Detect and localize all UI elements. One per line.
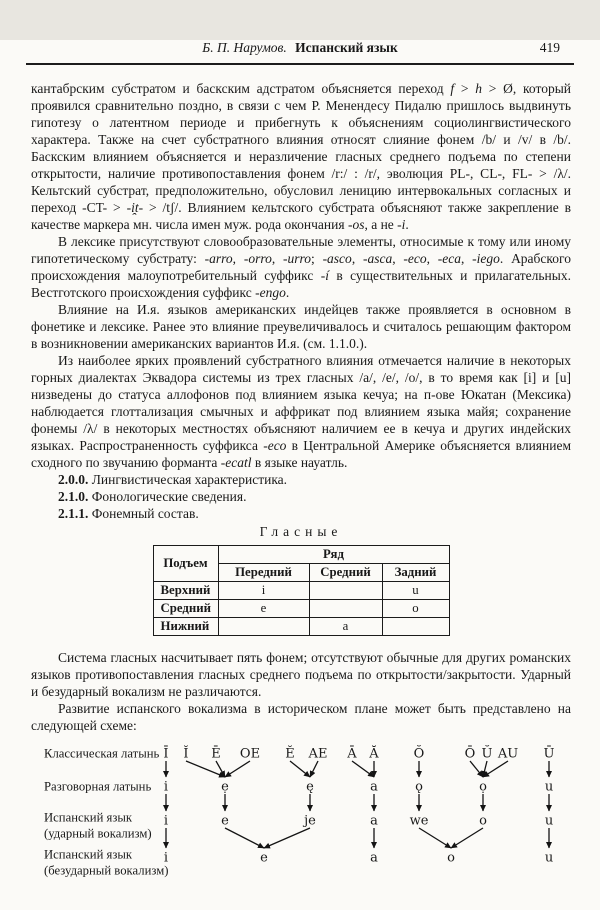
page-number: 419 (539, 40, 560, 55)
header-rule (26, 63, 574, 65)
table-cell: i (218, 582, 309, 600)
diagram-row-label: (безударный вокализм) (44, 863, 169, 878)
diagram-node-o: o (447, 850, 455, 866)
text-run: -urro (283, 251, 312, 266)
text-run: . (405, 217, 409, 232)
text-run: , (426, 251, 438, 266)
diagram-node-OE: OE (239, 746, 261, 762)
diagram-arrow (470, 761, 483, 777)
row-label: Нижний (153, 618, 218, 636)
running-head-title: Испанский язык (295, 40, 398, 55)
col-header-height: Подъем (153, 546, 218, 582)
diagram-arrow (186, 761, 225, 777)
diagram-node-AE: AE (308, 746, 328, 762)
table-cell (382, 618, 449, 636)
diagram-node-u: u (544, 850, 554, 866)
text-run: -í (320, 268, 329, 283)
diagram-node-e: e (260, 850, 268, 866)
table-cell: u (382, 582, 449, 600)
paragraph-scheme-intro (31, 700, 571, 734)
text-run: , (351, 251, 363, 266)
diagram-row-label: Классическая латынь (44, 746, 160, 761)
col-header-central: Средний (309, 564, 382, 582)
table-cell: o (382, 600, 449, 618)
row-label: Средний (153, 600, 218, 618)
text-run: > Ø, который проявился сравнительно поздно, в связи с чем Р. Менендесу Пидалю пришлось выдвинуть гипотезу о латентном периоде и прибегнуть к объяснениям социолингвистического характера. Также на счет субстратного влияния относят слияние фонем /b/ и /v/ в /b/. Баскским влиянием объясняется и неразличение гласных среднего подъема по степени открытости, наличие противопоставления фонем /r:/ : /r/, эволюция PL-, CL-, FL- > /λ/. Кельтский субстрат, предположительно, обусловил леницию интервокальных согласных и переход -CT- > (31, 81, 571, 215)
text-run: -asca (362, 251, 393, 266)
text-run: , (461, 251, 473, 266)
text-run: в Центральной Америке объясняется влиянием сходного по звучанию форманта (31, 438, 571, 470)
text-run: кантабрским субстратом и баскским адстратом объясняется переход (31, 81, 451, 96)
text-run: -arro (204, 251, 233, 266)
text-run: В лексике присутствуют словообразовательные элементы, относимые к тому или иному гипотетическому субстрату: (31, 234, 571, 266)
text-run: 2.1.1. (58, 506, 89, 521)
text-run: -i (397, 217, 406, 232)
text-run: Система гласных насчитывает пять фонем; отсутствуют обычные для других романских языков противопоставления гласных среднего подъема по открытости/закрытости. Ударный и безударный вокализм не различаются. (31, 650, 571, 699)
diagram-arrow (225, 761, 250, 777)
section-heading-211 (31, 505, 571, 522)
paragraph-vowel-system (31, 649, 571, 700)
text-run: -os (347, 217, 365, 232)
text-run: Лингвистическая характеристика. (88, 472, 288, 487)
table-cell (218, 618, 309, 636)
text-run: , (392, 251, 404, 266)
diagram-node-a: a (370, 850, 378, 866)
diagram-row-label: Испанский язык (44, 847, 133, 862)
paragraph-dialects (31, 352, 571, 471)
text-run: Из наиболее ярких проявлений субстратного влияния отмечается наличие в некоторых горных диалектах Эквадора системы из трех гласных /a/, /e/, /o/, в то время как [i] и [u] низведены до статуса аллофонов под влиянием языка кечуа; на п-ове Юкатан (Мексика) наблюдается глоттализация смычных и аффрикат под влиянием языка майя; сохранение фонемы /λ/ в некоторых местностях объясняют наличием ее в кечуа и других индейских языках. Распространенность суффикса (31, 353, 571, 453)
diagram-node-Ē: Ē (211, 746, 221, 762)
text-run: в языке науатль. (251, 455, 348, 470)
diagram-node-ẹ: ẹ (221, 779, 229, 795)
text-run: -i̯t- (126, 200, 144, 215)
diagram-node-ę: ę (306, 779, 314, 795)
diagram-node-u: u (544, 779, 554, 795)
text-run: -asco (322, 251, 352, 266)
text-run: f (450, 81, 455, 96)
text-run: > /tʃ/. Влиянием кельтского субстрата объясняют также закрепление в качестве маркера мн. числа имен муж. рода окончания (31, 200, 571, 232)
diagram-arrow (352, 761, 374, 777)
text-run: 2.1.0. (58, 489, 89, 504)
diagram-node-i: i (163, 850, 169, 866)
text-run: Фонемный состав. (88, 506, 199, 521)
paragraph-amerindian (31, 301, 571, 352)
diagram-arrow (264, 828, 310, 848)
section-heading-210 (31, 488, 571, 505)
diagram-arrow (290, 761, 310, 777)
diagram-arrow (419, 828, 451, 848)
diagram-node-ọ: ọ (479, 779, 487, 795)
diagram-node-Ā: Ā (347, 746, 357, 762)
table-cell (309, 582, 382, 600)
diagram-row-label: Испанский язык (44, 810, 133, 825)
diagram-node-Ŏ: Ŏ (413, 746, 425, 762)
text-run: ; (311, 251, 323, 266)
text-run: Фонологические сведения. (88, 489, 247, 504)
diagram-node-u: u (544, 813, 554, 829)
text-run: в существительных и прилагательных. Вестготского происхождения суффикс (31, 268, 571, 300)
diagram-node-Ĭ: Ĭ (183, 746, 189, 762)
diagram-node-je: je (304, 813, 316, 829)
text-run: -orro (243, 251, 272, 266)
diagram-arrow (310, 761, 318, 777)
text-run: -engo (255, 285, 286, 300)
table-row-high (153, 582, 449, 600)
paragraph-lexicon (31, 233, 571, 301)
table-header-row (153, 546, 449, 564)
running-header (30, 40, 570, 56)
body-text (31, 80, 571, 734)
text-run: 2.0.0. (58, 472, 89, 487)
diagram-node-a: a (370, 779, 378, 795)
diagram-node-o: o (479, 813, 487, 829)
running-head-author: Б. П. Нарумов. (202, 40, 287, 55)
table-row-low (153, 618, 449, 636)
text-run: h (475, 81, 483, 96)
text-run: Развитие испанского вокализма в историческом плане может быть представлено на следующей схеме: (31, 701, 571, 733)
vowel-evolution-diagram (0, 740, 600, 890)
text-run: -iego (472, 251, 500, 266)
row-label: Верхний (153, 582, 218, 600)
diagram-node-i: i (163, 779, 169, 795)
diagram-row-label: (ударный вокализм) (44, 826, 152, 841)
text-run: Влияние на И.я. языков американских индейцев также проявляется в основном в фонетике и лексике. Ранее это влияние преувеличивалось и считалось решающим фактором в возникновении американских вариантов И.я. (см. 1.1.0.). (31, 302, 571, 351)
table-cell: e (218, 600, 309, 618)
diagram-node-Ō: Ō (464, 746, 476, 762)
col-header-back: Задний (382, 564, 449, 582)
section-heading-200 (31, 471, 571, 488)
diagram-node-a: a (370, 813, 378, 829)
text-run: -eca (437, 251, 461, 266)
diagram-node-Ŭ: Ŭ (481, 746, 493, 762)
vowel-table-title: Гласные (259, 524, 343, 539)
text-run: . (285, 285, 290, 300)
text-run: > (454, 81, 476, 96)
text-run: -eco (403, 251, 427, 266)
text-run: , (232, 251, 244, 266)
diagram-arrow (225, 828, 264, 848)
diagram-row-label: Разговорная латынь (44, 779, 152, 794)
paragraph-substrate (31, 80, 571, 233)
text-run: . Арабского происхождения малоупотребительный суффикс (31, 251, 571, 283)
diagram-node-e: e (221, 813, 229, 829)
vowel-table (153, 545, 450, 636)
diagram-node-ǫ: ǫ (415, 779, 423, 795)
diagram-node-we: we (409, 813, 429, 829)
diagram-node-Ī: Ī (163, 746, 169, 762)
table-cell (309, 600, 382, 618)
diagram-node-AU: AU (497, 746, 519, 762)
diagram-node-i: i (163, 813, 169, 829)
text-run: -eco (263, 438, 287, 453)
table-row-mid (153, 600, 449, 618)
col-header-row-group: Ряд (218, 546, 449, 564)
diagram-node-Ĕ: Ĕ (285, 746, 295, 762)
text-run: , (271, 251, 283, 266)
book-page (0, 40, 600, 910)
diagram-arrow (451, 828, 483, 848)
col-header-front: Передний (218, 564, 309, 582)
text-run: , а не (364, 217, 398, 232)
diagram-node-Ă: Ă (369, 746, 379, 762)
table-cell: a (309, 618, 382, 636)
diagram-node-Ū: Ū (543, 746, 555, 762)
text-run: -ecatl (220, 455, 252, 470)
